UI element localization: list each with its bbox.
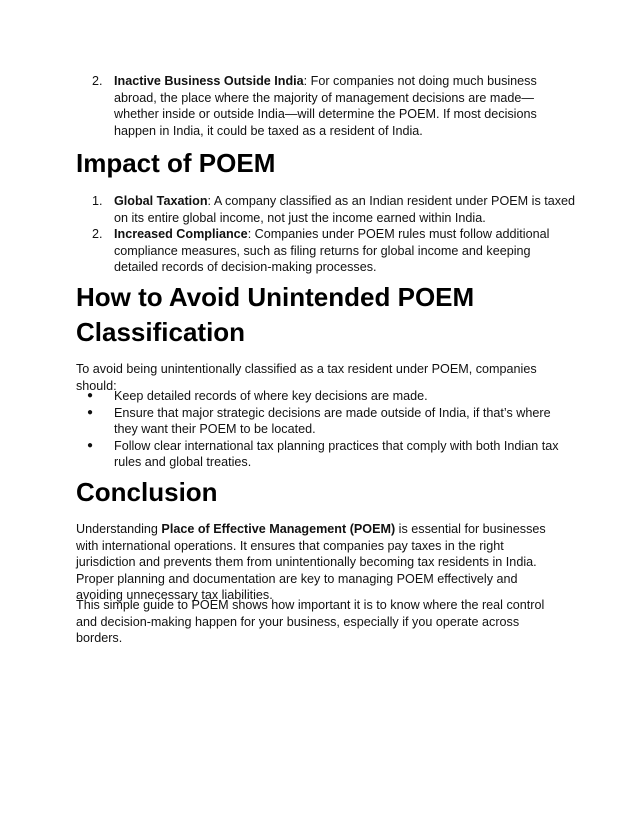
list-item-title: Inactive Business Outside India — [114, 74, 304, 88]
paragraph-bold-term: Place of Effective Management (POEM) — [161, 522, 396, 536]
heading-avoid: How to Avoid Unintended POEM Classification — [76, 282, 475, 347]
list-item-title: Global Taxation — [114, 194, 208, 208]
list-item-text: Keep detailed records of where key decisions are made. — [114, 389, 428, 403]
list-item-text: Follow clear international tax planning practices that comply with both Indian tax rules and global treaties. — [114, 438, 559, 469]
heading-impact: Impact of POEM — [76, 148, 276, 178]
list-item-text: Ensure that major strategic decisions are made outside of India, if that’s where they want their POEM to be located. — [114, 405, 551, 436]
list-number: 2. — [92, 74, 103, 88]
conclusion-paragraph-2: This simple guide to POEM shows how important it is to know where the real control and decision-making happen for your business, especially if you operate across borders. — [76, 598, 545, 645]
list-item — [76, 388, 576, 405]
list-number: 1. — [92, 194, 103, 208]
list-item — [76, 73, 576, 139]
avoid-bullet-list — [76, 388, 576, 471]
bullet-icon: ● — [87, 406, 94, 418]
paragraph-text: Understanding — [76, 522, 162, 536]
impact-list — [76, 193, 576, 276]
list-item — [76, 193, 576, 226]
conclusion-paragraph-1 — [76, 521, 566, 604]
heading-conclusion: Conclusion — [76, 477, 218, 507]
avoid-intro: To avoid being unintentionally classified as a tax resident under POEM, companies should: — [76, 362, 537, 393]
list-item — [76, 226, 576, 276]
bullet-icon: ● — [87, 439, 94, 451]
list-item — [76, 405, 576, 438]
poem-criteria-list — [76, 73, 576, 139]
paragraph-text: is essential for businesses with international operations. It ensures that companies pay taxes in the right jurisdiction and prevents them from unintentionally becoming tax residents in India. Proper planning and documentation are key to managing POEM effectively and avoiding unnecessary tax liabilities. — [76, 522, 546, 602]
list-item-text: : Companies under POEM rules must follow additional compliance measures, such as filing returns for global income and keeping detailed records of decision-making processes. — [114, 227, 550, 274]
list-number: 2. — [92, 227, 103, 241]
list-item-text: : For companies not doing much business abroad, the place where the majority of management decisions are made—whether inside or outside India—will determine the POEM. If most decisions happen in India, it could be taxed as a resident of India. — [114, 74, 537, 138]
list-item-text: : A company classified as an Indian resident under POEM is taxed on its entire global income, not just the income earned within India. — [114, 194, 576, 225]
list-item-title: Increased Compliance — [114, 227, 248, 241]
list-item — [76, 438, 576, 471]
bullet-icon: ● — [87, 390, 94, 401]
